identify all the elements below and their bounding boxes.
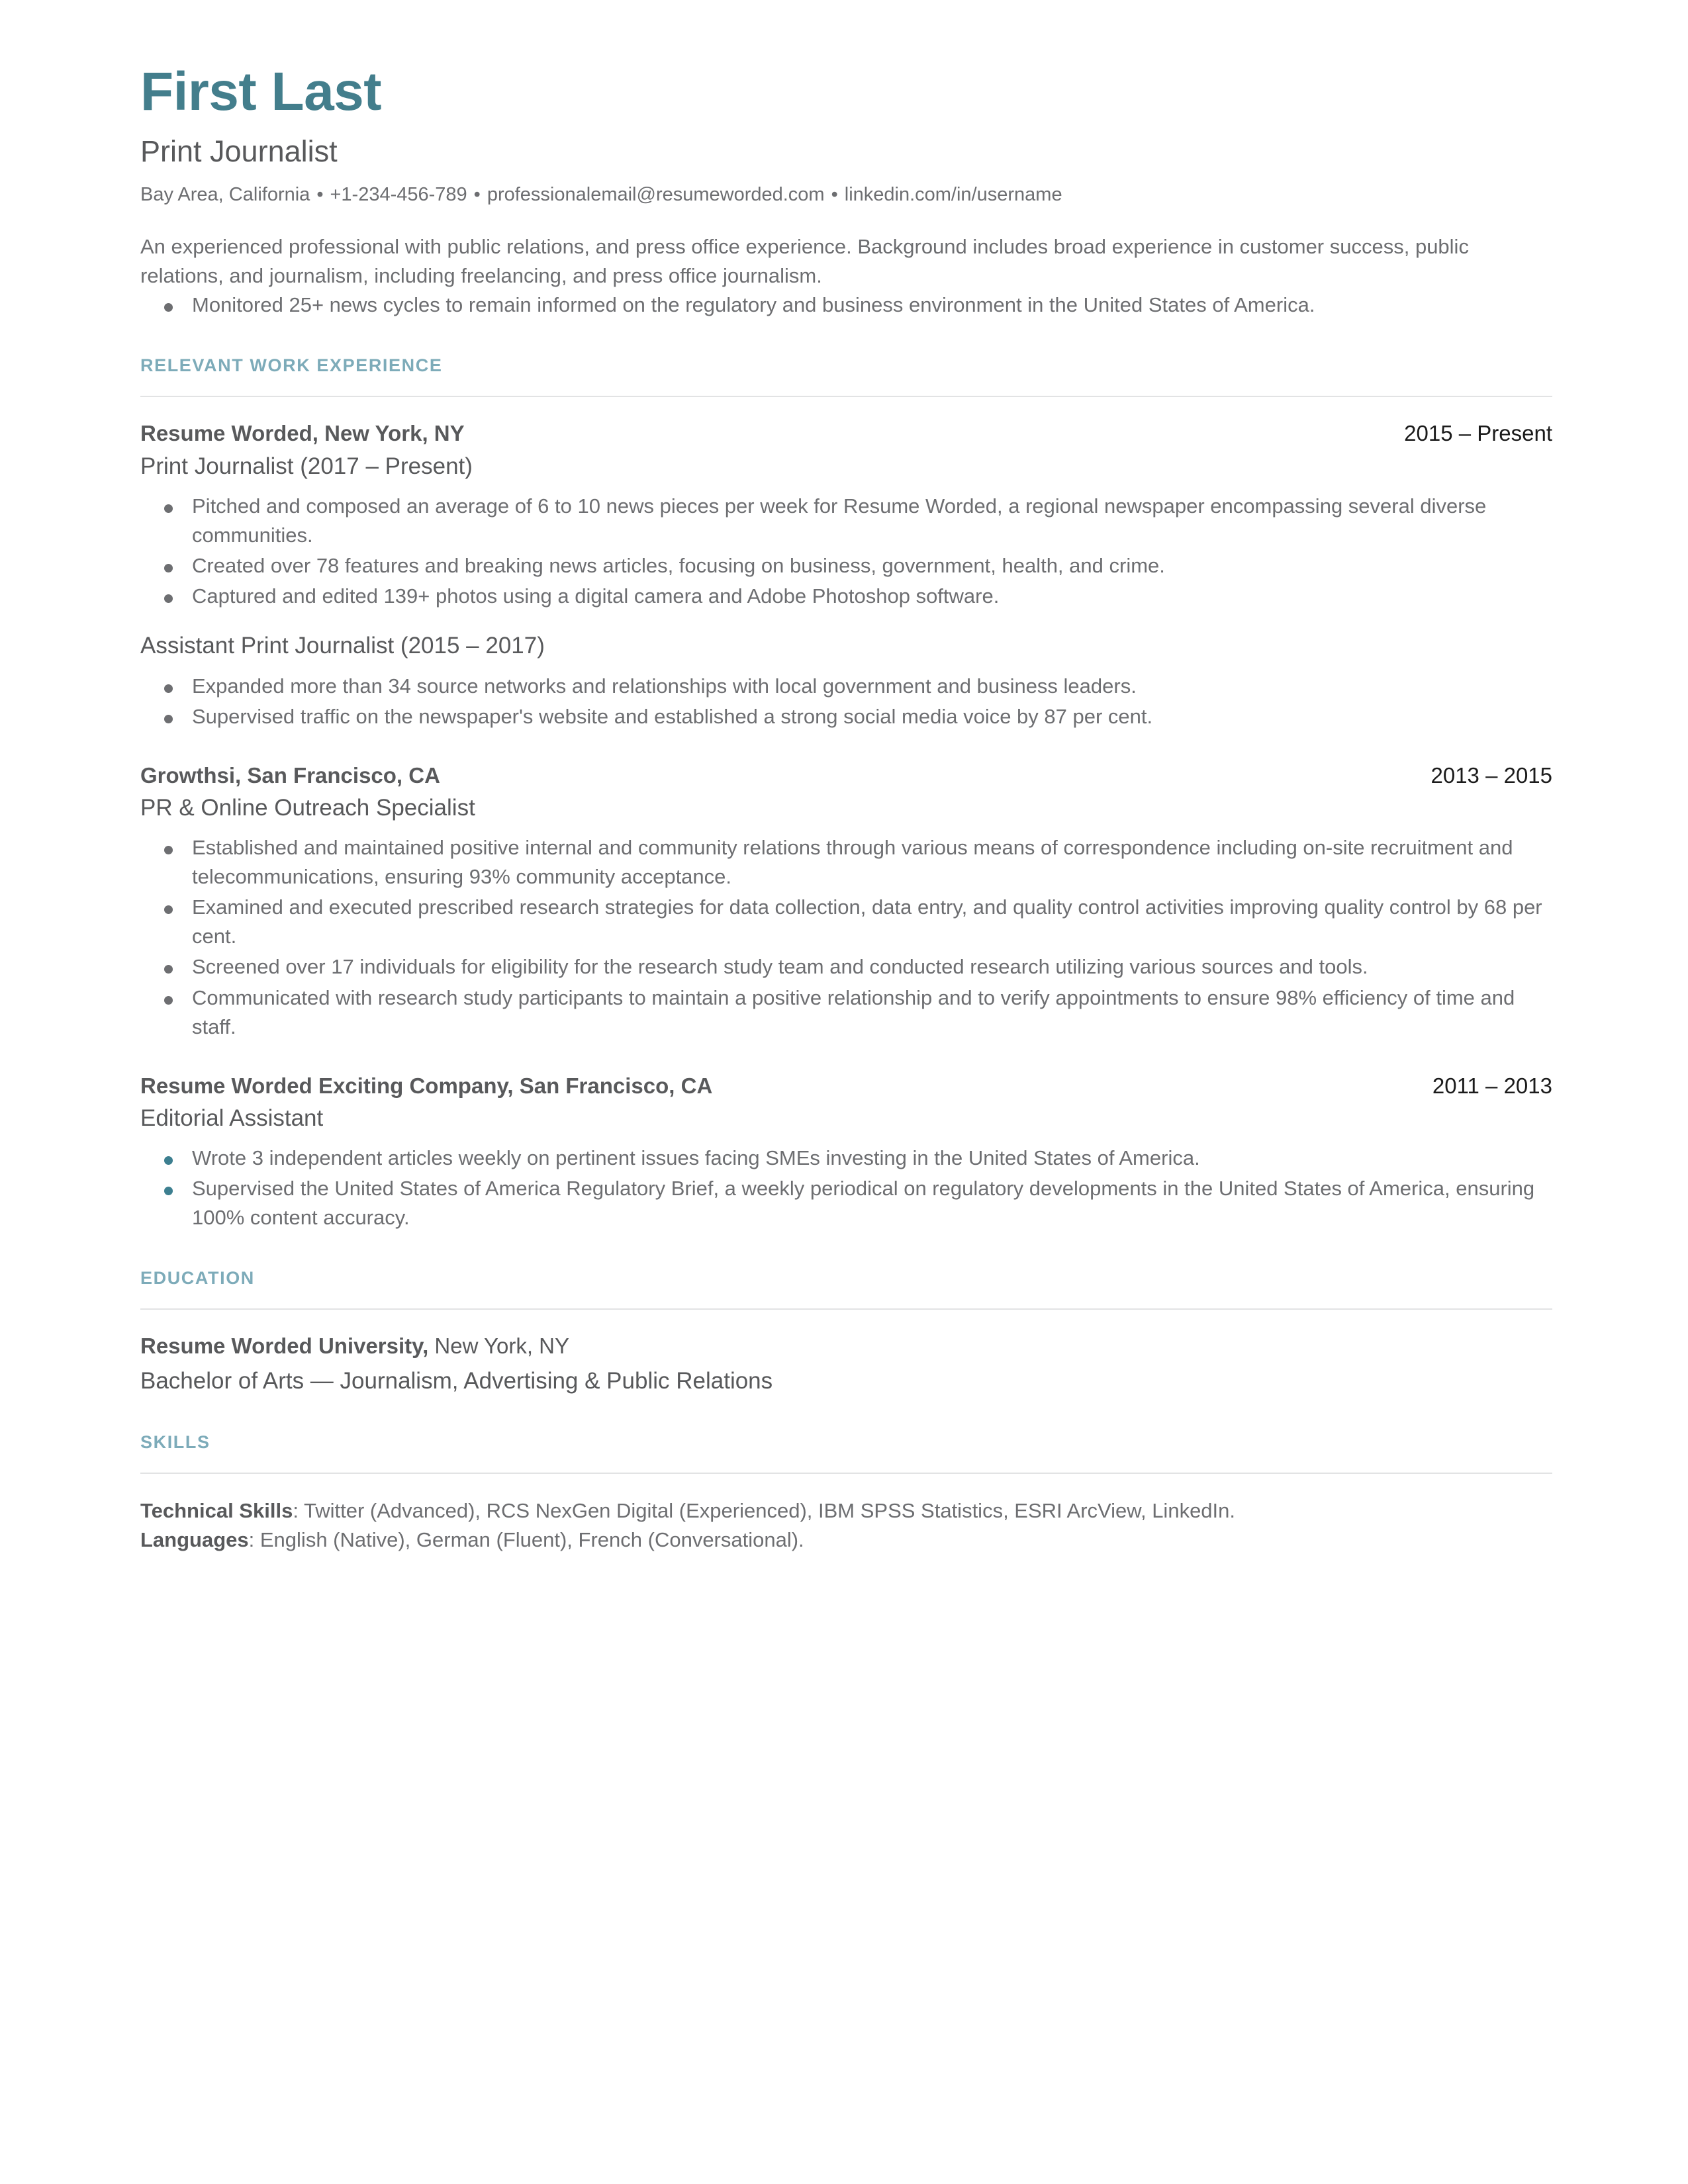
experience-entry-header <box>140 420 1552 447</box>
bullet-item: Captured and edited 139+ photos using a digital camera and Adobe Photoshop software. <box>140 582 1552 611</box>
bullet-item: Screened over 17 individuals for eligibility for the research study team and conducted research utilizing various sources and tools. <box>140 952 1552 981</box>
education-entry-list <box>140 1332 1552 1396</box>
contact-linkedin[interactable]: linkedin.com/in/username <box>844 183 1062 205</box>
education-section-title: EDUCATION <box>140 1268 255 1289</box>
bullet-item: Examined and executed prescribed research strategies for data collection, data entry, and quality control activities improving quality control by 68 per cent. <box>140 893 1552 951</box>
role-title: Editorial Assistant <box>140 1105 324 1131</box>
resume-header <box>140 64 1552 207</box>
bullet-item: Communicated with research study participants to maintain a positive relationship and to verify appointments to ensure 98% efficiency of time and staff. <box>140 983 1552 1042</box>
contact-phone: +1-234-456-789 <box>330 183 467 205</box>
education-school-location: New York, NY <box>428 1334 570 1359</box>
contact-email[interactable]: professionalemail@resumeworded.com <box>487 183 825 205</box>
company-name: Resume Worded Exciting Company, San Francisco, CA <box>140 1073 713 1098</box>
bullet-list <box>140 291 1552 320</box>
skill-category-label: Technical Skills <box>140 1498 293 1522</box>
company-name: Resume Worded, New York, NY <box>140 421 465 446</box>
summary-paragraph: An experienced professional with public relations, and press office experience. Background includes broad experience in customer success, public relations, and journalism, including freelancing, and press office journalism. <box>140 235 1469 288</box>
education-school-line <box>140 1332 1552 1361</box>
role-title: Assistant Print Journalist (2015 – 2017) <box>140 633 545 659</box>
contact-line <box>140 183 1552 208</box>
education-degree: Bachelor of Arts — Journalism, Advertising & Public Relations <box>140 1368 773 1394</box>
candidate-job-title: Print Journalist <box>140 134 338 169</box>
candidate-name: First Last <box>140 62 382 122</box>
experience-section-rule <box>140 396 1552 397</box>
bullet-list <box>140 1144 1552 1232</box>
skills-list <box>140 1496 1552 1555</box>
experience-entry <box>140 762 1552 1042</box>
role-title: PR & Online Outreach Specialist <box>140 794 475 821</box>
bullet-item: Monitored 25+ news cycles to remain informed on the regulatory and business environment in the United States of America. <box>140 291 1552 320</box>
experience-entry-list <box>140 420 1552 1232</box>
contact-separator-1: • <box>316 183 324 205</box>
experience-entry <box>140 1072 1552 1233</box>
bullet-item: Created over 78 features and breaking news articles, focusing on business, government, health, and crime. <box>140 551 1552 580</box>
bullet-list <box>140 492 1552 611</box>
bullet-item: Wrote 3 independent articles weekly on pertinent issues facing SMEs investing in the United States of America. <box>140 1144 1552 1173</box>
experience-entry <box>140 420 1552 731</box>
company-name: Growthsi, San Francisco, CA <box>140 762 440 788</box>
skill-line <box>140 1525 1552 1555</box>
bullet-item: Supervised the United States of America Regulatory Brief, a weekly periodical on regulatory developments in the United States of America, ensuring 100% content accuracy. <box>140 1174 1552 1232</box>
education-entry <box>140 1332 1552 1396</box>
summary-block <box>140 232 1552 320</box>
bullet-item: Established and maintained positive internal and community relations through various means of correspondence including on-site recruitment and telecommunications, ensuring 93% community acceptance. <box>140 833 1552 891</box>
experience-section-title: RELEVANT WORK EXPERIENCE <box>140 355 443 376</box>
skill-category-value: : Twitter (Advanced), RCS NexGen Digital (Experienced), IBM SPSS Statistics, ESRI ArcView, LinkedIn. <box>293 1498 1236 1522</box>
contact-separator-2: • <box>473 183 481 205</box>
contact-location: Bay Area, California <box>140 183 310 205</box>
skill-line <box>140 1496 1552 1525</box>
skill-category-value: : English (Native), German (Fluent), French (Conversational). <box>248 1527 804 1551</box>
contact-separator-3: • <box>831 183 838 205</box>
education-section <box>140 1268 1552 1396</box>
bullet-item: Supervised traffic on the newspaper's website and established a strong social media voice by 87 per cent. <box>140 702 1552 731</box>
skills-section-rule <box>140 1473 1552 1474</box>
experience-entry-header <box>140 1072 1552 1099</box>
skills-section-title: SKILLS <box>140 1432 211 1452</box>
education-section-rule <box>140 1308 1552 1310</box>
employment-dates: 2015 – Present <box>1404 421 1552 446</box>
experience-section <box>140 355 1552 1232</box>
role-title: Print Journalist (2017 – Present) <box>140 453 473 479</box>
education-school-name: Resume Worded University, <box>140 1334 429 1359</box>
skills-section <box>140 1432 1552 1555</box>
bullet-item: Pitched and composed an average of 6 to 10 news pieces per week for Resume Worded, a regional newspaper encompassing several diverse communities. <box>140 492 1552 550</box>
skill-category-label: Languages <box>140 1527 249 1551</box>
employment-dates: 2013 – 2015 <box>1430 762 1552 788</box>
bullet-item: Expanded more than 34 source networks and relationships with local government and business leaders. <box>140 672 1552 701</box>
bullet-list <box>140 833 1552 1041</box>
bullet-list <box>140 672 1552 731</box>
employment-dates: 2011 – 2013 <box>1432 1073 1552 1098</box>
experience-entry-header <box>140 762 1552 789</box>
